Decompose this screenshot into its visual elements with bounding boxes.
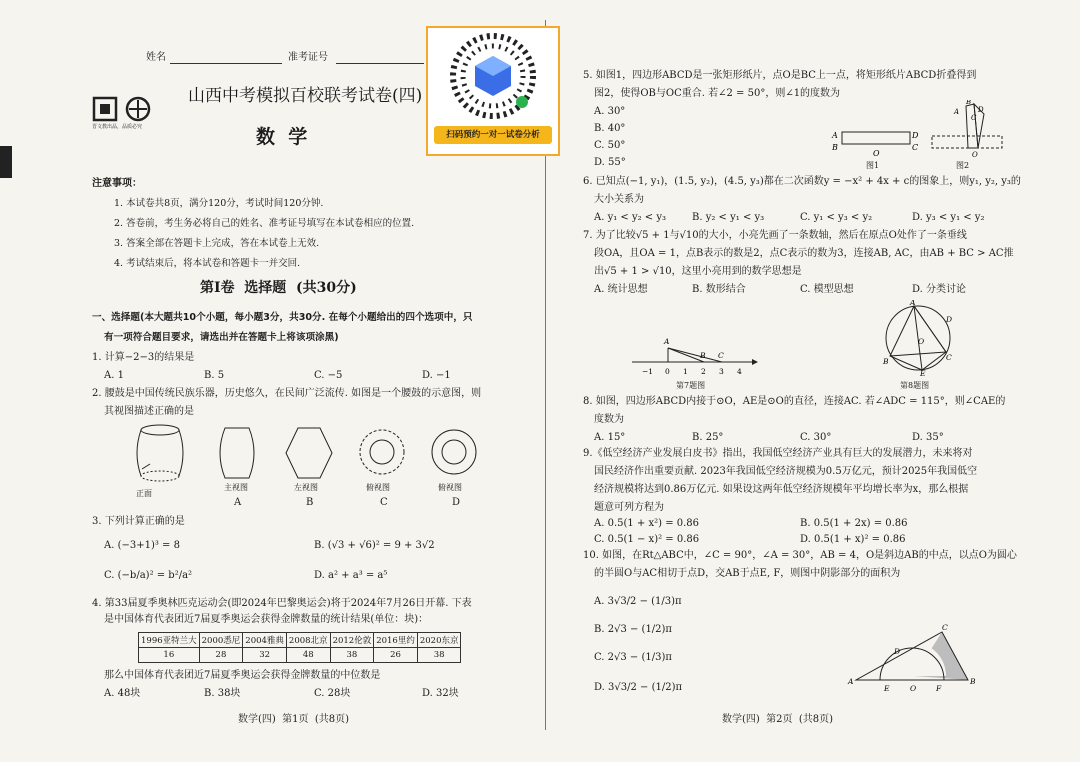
q5-option-a[interactable]: A. 30° bbox=[594, 106, 626, 117]
q7-number-line bbox=[628, 334, 758, 378]
svg-text:4: 4 bbox=[737, 367, 742, 376]
q4-option-a[interactable]: A. 48块 bbox=[104, 688, 141, 699]
q1-option-a[interactable]: A. 1 bbox=[104, 370, 124, 381]
svg-text:D: D bbox=[946, 315, 953, 324]
q7-option-a[interactable]: A. 统计思想 bbox=[594, 284, 648, 295]
svg-text:A: A bbox=[910, 300, 916, 307]
q9-stem: 题意可列方程为 bbox=[594, 502, 664, 513]
q6-option-c[interactable]: C. y₁ < y₃ < y₂ bbox=[800, 212, 873, 223]
table-cell: 16 bbox=[139, 648, 200, 663]
table-cell: 38 bbox=[417, 648, 461, 663]
q6-option-d[interactable]: D. y₃ < y₁ < y₂ bbox=[912, 212, 985, 223]
table-row bbox=[139, 633, 461, 648]
q9-option-d[interactable]: D. 0.5(1 + x)² = 0.86 bbox=[800, 534, 906, 545]
table-cell: 38 bbox=[330, 648, 374, 663]
svg-text:B: B bbox=[966, 100, 972, 106]
q2-view-label: 俯视图 bbox=[366, 483, 390, 492]
q8-option-c[interactable]: C. 30° bbox=[800, 432, 832, 443]
q1-stem: 1. 计算−2−3的结果是 bbox=[92, 352, 195, 363]
svg-text:O: O bbox=[918, 337, 925, 346]
q4-follow: 那么中国体育代表团近7届夏季奥运会获得金牌数量的中位数是 bbox=[104, 670, 381, 681]
svg-text:O: O bbox=[910, 684, 917, 693]
q6-stem: 6. 已知点(−1, y₁)，(1.5, y₂)，(4.5, y₃)都在二次函数y = −x² + 4x + c的图象上，则y₁, y₂, y₃的 bbox=[583, 176, 1021, 187]
table-header-cell: 2012伦敦 bbox=[330, 633, 374, 648]
notes-heading: 注意事项： bbox=[92, 178, 142, 189]
q7-option-b[interactable]: B. 数形结合 bbox=[692, 284, 746, 295]
svg-text:E: E bbox=[920, 369, 926, 376]
svg-text:0: 0 bbox=[665, 367, 670, 376]
q9-stem: 9.《低空经济产业发展白皮书》指出，我国低空经济产业具有巨大的发展潜力，未来将对 bbox=[583, 448, 973, 459]
q10-option-d[interactable]: D. 3√3/2 − (1/2)π bbox=[594, 682, 683, 693]
q5-fig1-label: 图1 bbox=[866, 161, 880, 170]
q2-front-label: 正面 bbox=[136, 489, 152, 498]
table-header-cell: 2000悉尼 bbox=[199, 633, 243, 648]
id-field[interactable] bbox=[336, 63, 424, 64]
svg-text:D: D bbox=[894, 647, 901, 656]
svg-text:C: C bbox=[971, 114, 977, 122]
name-label: 姓名 bbox=[146, 52, 166, 63]
q8-stem: 8. 如图，四边形ABCD内接于⊙O，AE是⊙O的直径，连接AC. 若∠ADC = 115°，则∠CAE的 bbox=[583, 396, 1006, 407]
svg-text:A: A bbox=[954, 108, 960, 116]
q6-option-b[interactable]: B. y₂ < y₁ < y₃ bbox=[692, 212, 765, 223]
gold-medal-table bbox=[138, 632, 461, 663]
q10-option-c[interactable]: C. 2√3 − (1/3)π bbox=[594, 652, 672, 663]
q8-option-b[interactable]: B. 25° bbox=[692, 432, 724, 443]
table-row bbox=[139, 648, 461, 663]
q5-stem: 5. 如图1，四边形ABCD是一张矩形纸片，点O是BC上一点，将矩形纸片ABCD折叠得到 bbox=[583, 70, 977, 81]
q7-stem: 段OA，且OA = 1，点B表示的数是2，点C表示的数为3，连接AB, AC，由AB + BC > AC推 bbox=[594, 248, 1014, 259]
q3-option-a[interactable]: A. (−3+1)³ = 8 bbox=[104, 540, 180, 551]
q9-option-c[interactable]: C. 0.5(1 − x)² = 0.86 bbox=[594, 534, 700, 545]
q5-option-b[interactable]: B. 40° bbox=[594, 123, 626, 134]
q2-view-label: 主视图 bbox=[224, 483, 248, 492]
publisher-logo bbox=[92, 96, 158, 130]
q8-stem: 度数为 bbox=[594, 414, 624, 425]
q4-option-b[interactable]: B. 38块 bbox=[204, 688, 241, 699]
qr-booking-button[interactable]: 扫码预约一对一试卷分析 bbox=[434, 126, 552, 144]
q2-option-b[interactable]: B bbox=[306, 497, 314, 508]
subject-title: 数 学 bbox=[256, 126, 308, 148]
name-field[interactable] bbox=[170, 63, 282, 64]
svg-text:−1: −1 bbox=[642, 367, 654, 376]
q2-view-label: 俯视图 bbox=[438, 483, 462, 492]
q6-option-a[interactable]: A. y₁ < y₂ < y₃ bbox=[594, 212, 667, 223]
q8-figure-label: 第8题图 bbox=[900, 381, 930, 390]
qr-code-icon bbox=[428, 28, 558, 124]
table-cell: 48 bbox=[286, 648, 330, 663]
q5-option-d[interactable]: D. 55° bbox=[594, 157, 626, 168]
q5-figures bbox=[828, 100, 1004, 162]
page-footer-right: 数学(四) 第2页 (共8页) bbox=[722, 714, 834, 725]
q7-stem: 出√5 + 1 > √10，这里小亮用到的数学思想是 bbox=[594, 266, 802, 277]
table-cell: 32 bbox=[243, 648, 287, 663]
q4-stem: 是中国体育代表团近7届夏季奥运会获得金牌数量的统计结果(单位：块)： bbox=[104, 614, 429, 625]
q8-option-d[interactable]: D. 35° bbox=[912, 432, 944, 443]
note-item: 3. 答案全部在答题卡上完成，答在本试卷上无效. bbox=[114, 238, 320, 249]
q4-option-d[interactable]: D. 32块 bbox=[422, 688, 459, 699]
svg-text:B: B bbox=[883, 357, 889, 366]
q1-option-b[interactable]: B. 5 bbox=[204, 370, 225, 381]
q1-option-d[interactable]: D. −1 bbox=[422, 370, 451, 381]
svg-text:F: F bbox=[936, 684, 942, 693]
q8-circle-figure bbox=[880, 300, 956, 376]
svg-text:O: O bbox=[972, 151, 978, 159]
table-cell: 26 bbox=[374, 648, 418, 663]
table-header-cell: 2016里约 bbox=[374, 633, 418, 648]
q7-stem: 7. 为了比较√5 + 1与√10的大小，小亮先画了一条数轴，然后在原点O处作了一条垂线 bbox=[583, 230, 967, 241]
svg-text:1: 1 bbox=[683, 367, 688, 376]
table-header-cell: 2008北京 bbox=[286, 633, 330, 648]
q4-stem: 4. 第33届夏季奥林匹克运动会(即2024年巴黎奥运会)将于2024年7月26日开幕. 下表 bbox=[92, 598, 472, 609]
q4-option-c[interactable]: C. 28块 bbox=[314, 688, 351, 699]
q3-stem: 3. 下列计算正确的是 bbox=[92, 516, 185, 527]
note-item: 4. 考试结束后，将本试卷和答题卡一并交回. bbox=[114, 258, 301, 269]
q10-option-a[interactable]: A. 3√3/2 − (1/3)π bbox=[594, 596, 682, 607]
q8-option-a[interactable]: A. 15° bbox=[594, 432, 626, 443]
note-item: 2. 答卷前，考生务必将自己的姓名、准考证号填写在本试卷相应的位置. bbox=[114, 218, 415, 229]
svg-text:A: A bbox=[832, 131, 838, 140]
q3-option-b[interactable]: B. (√3 + √6)² = 9 + 3√2 bbox=[314, 540, 435, 551]
q9-option-a[interactable]: A. 0.5(1 + x²) = 0.86 bbox=[594, 518, 700, 529]
table-cell: 28 bbox=[199, 648, 243, 663]
q10-triangle-figure bbox=[846, 624, 980, 694]
exam-title: 山西中考模拟百校联考试卷(四) bbox=[188, 86, 423, 106]
q9-stem: 经济规模将达到0.86万亿元. 如果设这两年低空经济规模年平均增长率为x，那么根据 bbox=[594, 484, 969, 495]
svg-text:D: D bbox=[912, 131, 919, 140]
q2-stem: 2. 腰鼓是中国传统民族乐器，历史悠久，在民间广泛流传. 如图是一个腰鼓的示意图，则 bbox=[92, 388, 482, 399]
q2-stem: 其视图描述正确的是 bbox=[104, 406, 194, 417]
q10-option-b[interactable]: B. 2√3 − (1/2)π bbox=[594, 624, 673, 635]
q10-stem: 10. 如图，在Rt△ABC中，∠C = 90°，∠A = 30°，AB = 4，O是斜边AB的中点，以点O为圆心 bbox=[583, 550, 1017, 561]
q3-option-c[interactable]: C. (−b/a)² = b²/a² bbox=[104, 570, 193, 581]
svg-text:C: C bbox=[942, 624, 948, 632]
q7-option-d[interactable]: D. 分类讨论 bbox=[912, 284, 967, 295]
svg-text:O: O bbox=[873, 149, 880, 158]
q10-stem: 的半圆O与AC相切于点D，交AB于点E, F，则图中阴影部分的面积为 bbox=[594, 568, 901, 579]
binding-mark bbox=[0, 146, 12, 178]
q2-option-a[interactable]: A bbox=[234, 497, 242, 508]
svg-text:B: B bbox=[970, 677, 976, 686]
q2-figures bbox=[120, 420, 500, 488]
svg-text:A: A bbox=[848, 677, 854, 686]
q5-fig2-label: 图2 bbox=[956, 161, 970, 170]
q2-option-c[interactable]: C bbox=[380, 497, 388, 508]
q5-option-c[interactable]: C. 50° bbox=[594, 140, 626, 151]
table-header-cell: 2004雅典 bbox=[243, 633, 287, 648]
svg-text:C: C bbox=[718, 351, 724, 360]
table-header-cell: 2020东京 bbox=[417, 633, 461, 648]
q7-option-c[interactable]: C. 模型思想 bbox=[800, 284, 854, 295]
q1-option-c[interactable]: C. −5 bbox=[314, 370, 343, 381]
svg-text:2: 2 bbox=[701, 367, 706, 376]
page-footer-left: 数学(四) 第1页 (共8页) bbox=[238, 714, 350, 725]
note-item: 1. 本试卷共8页，满分120分，考试时间120分钟. bbox=[114, 198, 324, 209]
id-label: 准考证号 bbox=[288, 52, 328, 63]
q9-stem: 国民经济作出重要贡献. 2023年我国低空经济规模为0.5万亿元，预计2025年我国低空 bbox=[594, 466, 978, 477]
section-instruction: 有一项符合题目要求，请选出并在答题卡上将该项涂黑) bbox=[104, 332, 339, 343]
q2-option-d[interactable]: D bbox=[452, 497, 461, 508]
svg-text:C: C bbox=[946, 353, 952, 362]
svg-text:E: E bbox=[884, 684, 890, 693]
svg-text:3: 3 bbox=[719, 367, 724, 376]
svg-text:D: D bbox=[978, 106, 984, 114]
svg-text:C: C bbox=[912, 143, 919, 152]
table-header-cell: 1996亚特兰大 bbox=[139, 633, 200, 648]
q3-option-d[interactable]: D. a² + a³ = a⁵ bbox=[314, 570, 388, 581]
q5-stem: 图2，使得OB与OC重合. 若∠2 = 50°，则∠1的度数为 bbox=[594, 88, 841, 99]
svg-text:A: A bbox=[664, 337, 670, 346]
svg-text:B: B bbox=[700, 351, 706, 360]
q7-figure-label: 第7题图 bbox=[676, 381, 706, 390]
q6-stem: 大小关系为 bbox=[594, 194, 644, 205]
q2-view-label: 左视图 bbox=[294, 483, 318, 492]
logo-caption: 晋文教出品，品质必究 bbox=[92, 124, 143, 130]
svg-text:B: B bbox=[832, 143, 838, 152]
section-instruction: 一、选择题(本大题共10个小题，每小题3分，共30分. 在每个小题给出的四个选项中，只 bbox=[92, 312, 473, 323]
q9-option-b[interactable]: B. 0.5(1 + 2x) = 0.86 bbox=[800, 518, 908, 529]
section-title: 第Ⅰ卷 选择题 (共30分) bbox=[200, 280, 357, 296]
